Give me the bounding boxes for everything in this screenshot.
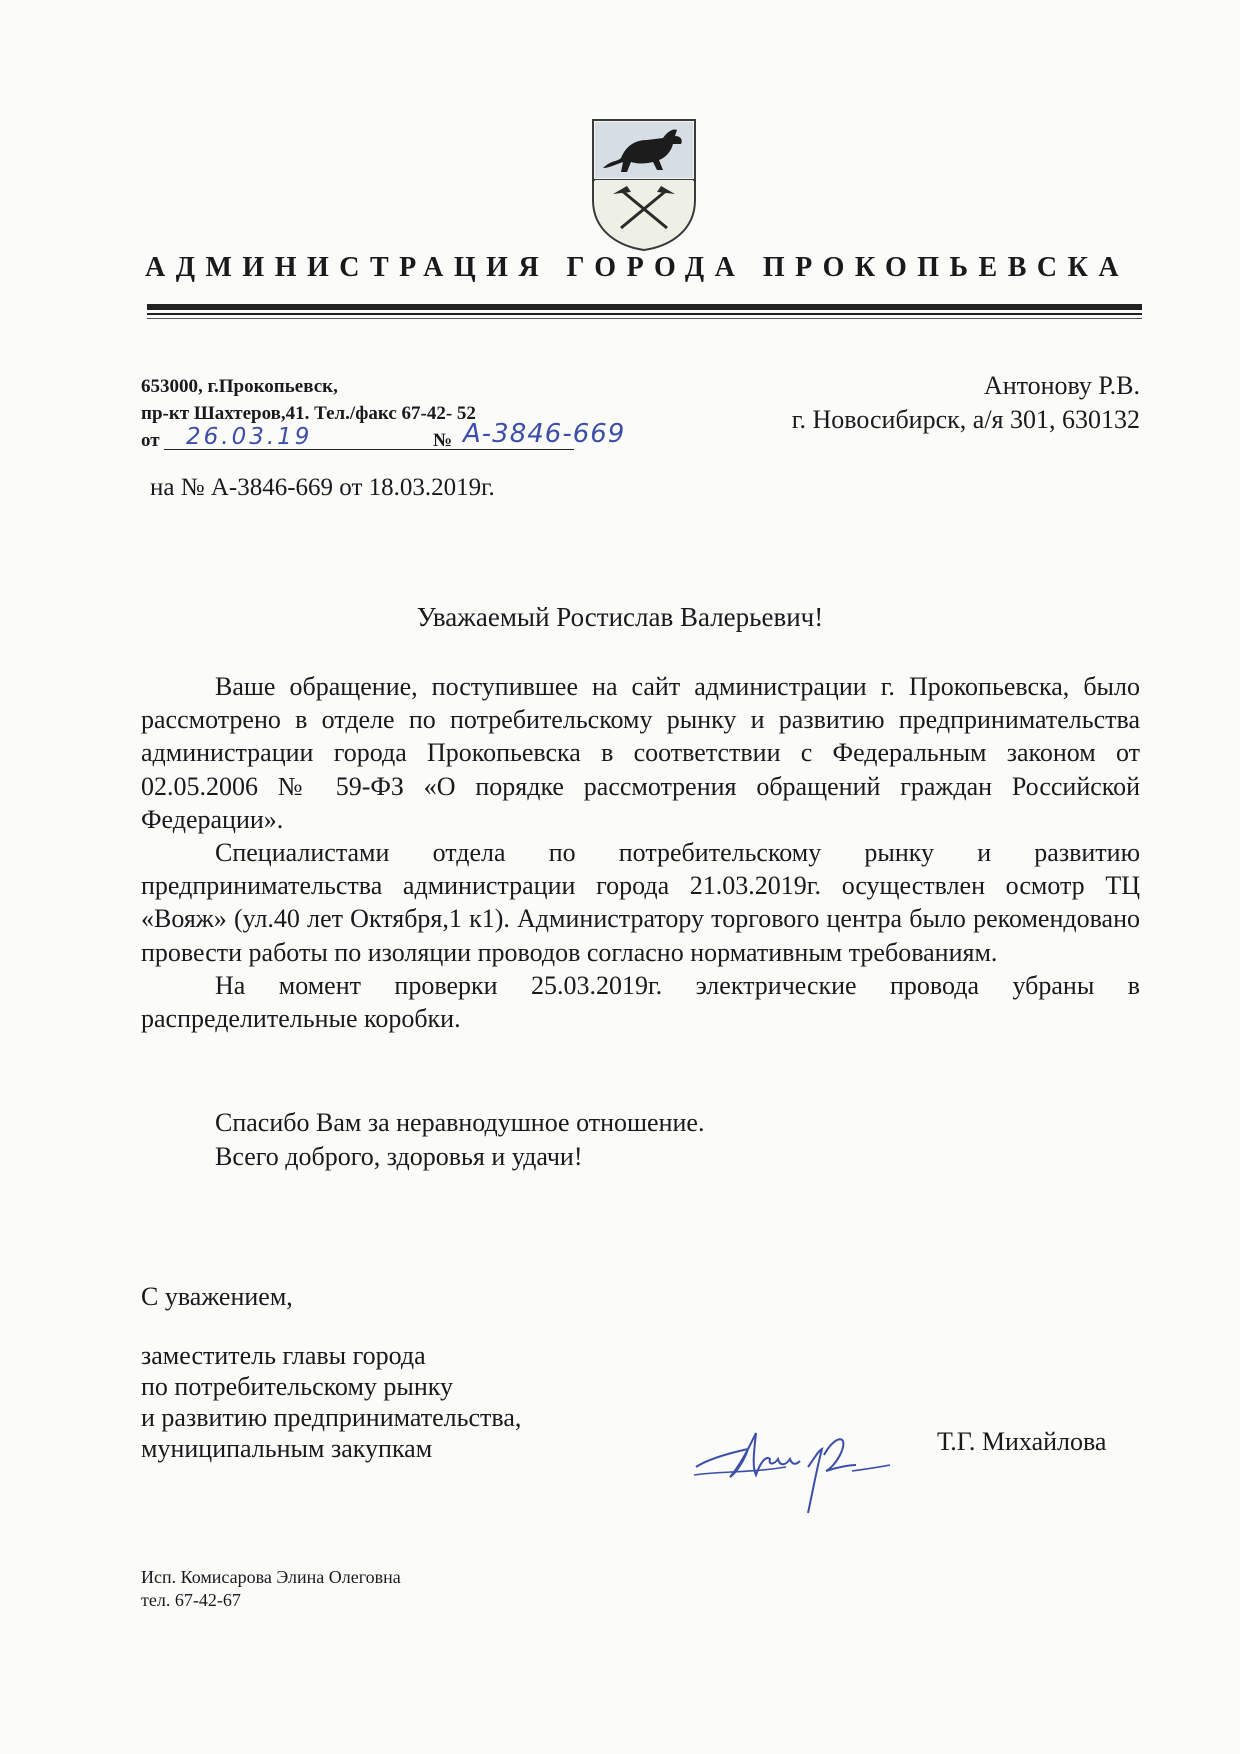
body-paragraph-2: Специалистами отдела по потребительскому рынку и развитию предпринимательства администрации города 21.03.2019г. осуществлен осмотр ТЦ «Вояж» (ул.40 лет Октября,1 к1). Администратору торгового центра было рекомендовано провести работы по изоляции проводов согласно нормативным требованиям. (141, 838, 1140, 967)
body-paragraph-3: На момент проверки 25.03.2019г. электрические провода убраны в распределительные коробки. (141, 970, 1140, 1034)
header-divider (147, 304, 1142, 310)
closing-block (215, 1106, 704, 1174)
position-line-4: муниципальным закупкам (141, 1434, 433, 1463)
greeting: Уважаемый Ростислав Валерьевич! (416, 602, 824, 632)
sender-address-line-1: 653000, г.Прокопьевск, (141, 376, 338, 397)
header-divider-thin (147, 313, 1142, 315)
body-paragraph-1: Ваше обращение, поступившее на сайт администрации г. Прокопьевска, было рассмотрено в отделе по потребительскому рынку и развитию предпринимательства администрации города Прокопьевска в соответствии с Федеральным законом от 02.05.2006 № 59-ФЗ «О порядке рассмотрения обращений граждан Российской Федерации». (141, 672, 1140, 834)
handwritten-signature (690, 1415, 940, 1520)
coat-of-arms-emblem (591, 118, 697, 252)
reply-reference: на № А-3846-669 от 18.03.2019г. (150, 474, 495, 501)
handwritten-document-number: А-3846-669 (463, 419, 626, 449)
number-label: № (433, 430, 453, 451)
letter-body (141, 670, 1140, 1035)
closing-line-2: Всего доброго, здоровья и удачи! (215, 1142, 583, 1171)
signer-name: Т.Г. Михайлова (937, 1427, 1107, 1456)
header-divider-hairline (147, 318, 1142, 319)
signer-position (141, 1340, 521, 1464)
organization-title: АДМИНИСТРАЦИЯ ГОРОДА ПРОКОПЬЕВСКА (145, 252, 1130, 283)
closing-line-1: Спасибо Вам за неравнодушное отношение. (215, 1108, 705, 1137)
document-registration-row (141, 419, 626, 454)
recipient-address: г. Новосибирск, а/я 301, 630132 (791, 405, 1140, 434)
date-label: от (141, 430, 160, 451)
sender-address-line-2: пр-кт Шахтеров,41. Тел./факс 67-42- 52 (141, 403, 476, 424)
handwritten-date: 26.03.19 (164, 424, 574, 450)
sender-block (141, 373, 626, 454)
position-line-3: и развитию предпринимательства, (141, 1403, 522, 1432)
recipient-block (792, 369, 1140, 437)
position-line-1: заместитель главы города (141, 1341, 426, 1370)
recipient-name: Антонову Р.В. (983, 371, 1140, 400)
executor-block (141, 1566, 401, 1612)
executor-name: Исп. Комисарова Элина Олеговна (141, 1567, 401, 1587)
position-line-2: по потребительскому рынку (141, 1372, 454, 1401)
regards: С уважением, (141, 1282, 293, 1311)
executor-phone: тел. 67-42-67 (141, 1590, 241, 1610)
